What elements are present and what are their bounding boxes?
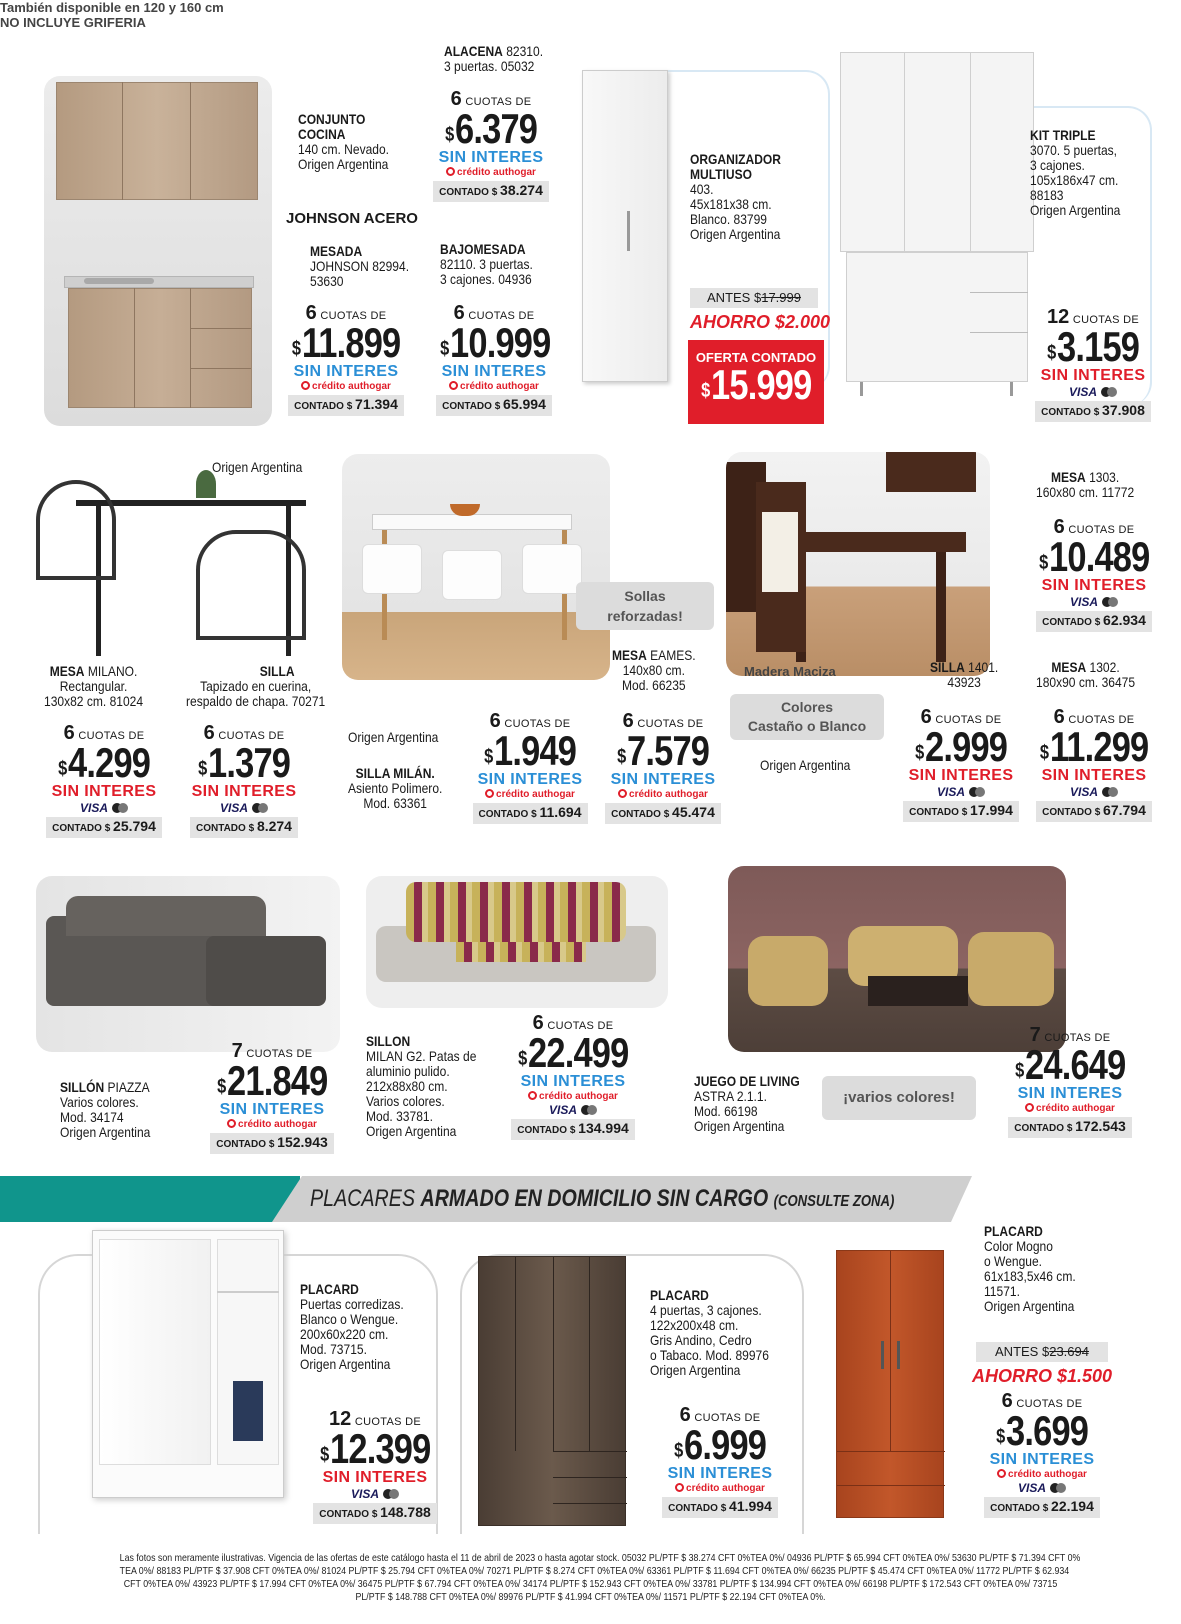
credito-authogar: crédito authogar: [500, 1091, 646, 1103]
visa-mastercard: VISA: [1024, 595, 1164, 609]
price: $24.649: [1014, 1041, 1126, 1088]
living-info: [694, 1074, 800, 1134]
mesa-eames-price-block: [598, 710, 728, 824]
milan-line-5: Mod. 33781.: [366, 1108, 433, 1124]
piazza-info: SILLÓN PIAZZA Varios colores. Mod. 34174 Origen Argentina: [60, 1079, 151, 1140]
piazza-line-2: Mod. 34174: [60, 1109, 124, 1125]
milano-origen: Origen Argentina: [212, 459, 303, 475]
placard3-line-3: 61x183,5x46 cm.: [984, 1268, 1076, 1284]
contado-price: CONTADO $ 134.994: [511, 1119, 635, 1140]
bajomesada-line-1: 82110. 3 puertas.: [440, 256, 533, 272]
milano-silla-title: SILLA: [259, 663, 295, 679]
price: $12.399: [319, 1425, 431, 1472]
silla-milan-line-2: Mod. 63361: [363, 795, 427, 811]
placard3-photo: [836, 1250, 944, 1518]
bajomesada-line-2: 3 cajones. 04936: [440, 271, 532, 287]
organizador-line-2: 45x181x38 cm.: [690, 196, 772, 212]
silla-1401-info: SILLA 1401. 43923: [930, 659, 999, 690]
placard3-line-2: o Wengue.: [984, 1253, 1043, 1269]
oferta-label: OFERTA CONTADO: [695, 350, 817, 365]
placard3-info: [984, 1224, 1076, 1314]
milano-mesa-info: MESA MILANO. Rectangular. 130x82 cm. 81024: [44, 663, 144, 709]
sin-interes: SIN INTERES: [1040, 367, 1146, 384]
contado-price: CONTADO $ 17.994: [903, 801, 1019, 822]
milan-line-2: aluminio pulido.: [366, 1063, 450, 1079]
organizador-title-2: MULTIUSO: [690, 166, 752, 182]
alacena-info: ALACENA 82310. 3 puertas. 05032: [444, 43, 544, 74]
johnson-brand: JOHNSON ACERO: [286, 210, 418, 227]
oferta-contado-box: [688, 340, 824, 424]
credito-authogar: crédito authogar: [204, 1119, 340, 1131]
milan-line-1: MILAN G2. Patas de: [366, 1048, 477, 1064]
location-icon: [528, 1091, 537, 1100]
placard3-line-1: Color Mogno: [984, 1238, 1053, 1254]
location-icon: [997, 1469, 1006, 1478]
visa-mastercard: VISA: [46, 801, 162, 815]
mesa-1303-info: MESA 1303. 160x80 cm. 11772: [1036, 469, 1135, 500]
legal-text: [30, 1552, 1151, 1604]
milan-info: [366, 1034, 476, 1139]
cuotas-label: 6 CUOTAS DE: [622, 710, 704, 732]
maciza-photo: [726, 452, 990, 676]
sin-interes: SIN INTERES: [1041, 577, 1147, 594]
bajomesada-title: BAJOMESADA: [440, 241, 526, 257]
milano-silla-info: [186, 664, 325, 709]
location-icon: [301, 381, 310, 390]
cuotas-label: 6 CUOTAS DE: [1053, 706, 1135, 728]
milano-mesa-line-1: Rectangular.: [59, 678, 128, 694]
cuotas-label: 7 CUOTAS DE: [231, 1040, 313, 1062]
legal-line-2: TEA 0%/ 88183 PL/PTF $ 37.908 CFT 0%TEA 0%/ 81024 PL/PTF $ 25.794 CFT 0%TEA 0%/ 70271 PL/PTF $ 8.274 CFT 0%TEA 0%/ 63361 PL/PTF $ 11.694 CFT 0%TEA 0%/ 66235 PL/PTF $ 45.474 CFT 0%TEA 0%/ 11772 PL/PTF $ 62.934: [119, 1565, 1070, 1577]
silla-1401-price-block: [898, 706, 1024, 822]
placard2-price-block: [654, 1404, 786, 1518]
contado-price: CONTADO $ 41.994: [662, 1497, 778, 1518]
sin-interes: SIN INTERES: [51, 783, 157, 800]
location-icon: [449, 381, 458, 390]
organizador-line-1: 403.: [690, 181, 714, 197]
cuotas-label: 12 CUOTAS DE: [329, 1408, 421, 1430]
placard2-info: [650, 1288, 769, 1378]
contado-price: CONTADO $ 38.274: [433, 181, 549, 202]
milano-silla-line-1: Tapizado en cuerina,: [200, 678, 312, 694]
alacena-line-1: 3 puertas. 05032: [444, 58, 535, 74]
placard2-line-3: Gris Andino, Cedro: [650, 1332, 752, 1348]
piazza-photo: [36, 876, 340, 1052]
milan-line-6: Origen Argentina: [366, 1123, 457, 1139]
visa-mastercard: VISA: [1030, 385, 1156, 399]
price: $4.299: [57, 739, 151, 786]
visa-mastercard: VISA: [898, 785, 1024, 799]
milano-mesa-price-block: [46, 722, 162, 838]
contado-price: CONTADO $ 45.474: [605, 803, 721, 824]
contado-price: CONTADO $ 8.274: [190, 817, 298, 838]
location-icon: [1025, 1103, 1034, 1112]
kitchen-note: También disponible en 120 y 160 cm: [0, 0, 224, 15]
sin-interes: SIN INTERES: [438, 149, 544, 166]
kit-line-4: 88183: [1030, 187, 1064, 203]
placard1-line-5: Origen Argentina: [300, 1356, 391, 1372]
credito-authogar: crédito authogar: [470, 789, 590, 801]
sin-interes: SIN INTERES: [477, 771, 583, 788]
antes-box: ANTES $17.999: [690, 288, 818, 308]
mesada-price-block: [280, 302, 412, 416]
milano-mesa-line-2: 130x82 cm. 81024: [44, 693, 144, 709]
price: $1.379: [197, 739, 291, 786]
madera-maciza-label: Madera Maciza: [744, 664, 836, 679]
credito-authogar: crédito authogar: [598, 789, 728, 801]
sin-interes: SIN INTERES: [441, 363, 547, 380]
kit-info: [1030, 128, 1120, 218]
kit-line-1: 3070. 5 puertas,: [1030, 142, 1118, 158]
price: $6.379: [444, 105, 538, 152]
living-line-3: Origen Argentina: [694, 1118, 785, 1134]
sin-interes: SIN INTERES: [1017, 1085, 1123, 1102]
placard3-antes-price: 23.694: [1049, 1344, 1089, 1359]
cuotas-label: 6 CUOTAS DE: [453, 302, 535, 324]
kit-line-2: 3 cajones.: [1030, 157, 1085, 173]
mesa-eames-line-2: Mod. 66235: [622, 677, 686, 693]
cuotas-label: 6 CUOTAS DE: [489, 710, 571, 732]
visa-mastercard: VISA: [1024, 785, 1164, 799]
credito-authogar: crédito authogar: [428, 167, 554, 179]
varios-colores-label: ¡varios colores!: [822, 1076, 976, 1120]
sin-interes: SIN INTERES: [219, 1101, 325, 1118]
milano-photo: [36, 470, 326, 660]
cuotas-label: 6 CUOTAS DE: [305, 302, 387, 324]
placard3-line-5: Origen Argentina: [984, 1298, 1075, 1314]
silla-milan-price-block: [470, 710, 590, 824]
milan-photo: [366, 876, 668, 1008]
ahorro-label: AHORRO $2.000: [690, 312, 831, 332]
cuotas-label: 6 CUOTAS DE: [920, 706, 1002, 728]
placares-banner: [0, 1176, 972, 1222]
sin-interes: SIN INTERES: [191, 783, 297, 800]
placard2-title: PLACARD: [650, 1287, 709, 1303]
mesada-line-2: 53630: [310, 273, 344, 289]
piazza-line-1: Varios colores.: [60, 1094, 139, 1110]
placard2-line-5: Origen Argentina: [650, 1362, 741, 1378]
cuotas-label: 6 CUOTAS DE: [679, 1404, 761, 1426]
kit-photo: [840, 52, 1034, 396]
placard1-info: [300, 1282, 404, 1372]
milano-mesa-title: MESA: [49, 663, 85, 679]
mesa-1302-line-1: 180x90 cm. 36475: [1036, 674, 1136, 690]
banner-part-2: ARMADO EN DOMICILIO SIN CARGO: [420, 1185, 769, 1212]
living-title: JUEGO DE LIVING: [694, 1073, 800, 1089]
price: $7.579: [616, 727, 710, 774]
price: $21.849: [216, 1057, 328, 1104]
placard2-line-1: 4 puertas, 3 cajones.: [650, 1302, 762, 1318]
contado-price: CONTADO $ 25.794: [46, 817, 162, 838]
piazza-title: SILLÓN: [60, 1079, 105, 1095]
visa-mastercard: VISA: [186, 801, 302, 815]
mesa-eames-title: MESA: [612, 647, 647, 663]
mesa-1303-line-1: 160x80 cm. 11772: [1036, 484, 1135, 500]
organizador-title: ORGANIZADOR: [690, 151, 781, 167]
price: $11.899: [291, 319, 401, 366]
sin-interes: SIN INTERES: [1041, 767, 1147, 784]
legal-line-3: CFT 0%TEA 0%/ 43923 PL/PTF $ 17.994 CFT 0%TEA 0%/ 36475 PL/PTF $ 67.794 CFT 0%TEA 0%/ 34174 PL/PTF $ 152.943 CFT 0%TEA 0%/ 33781 PL/PTF $ 134.994 CFT 0%TEA 0%/ 66198 PL/PTF $ 172.543 CFT 0%TEA 0%/ 73715: [123, 1578, 1058, 1590]
silla-milan-info: [348, 766, 442, 811]
placard3-line-4: 11571.: [984, 1283, 1020, 1299]
mesa-1303-title: MESA: [1050, 469, 1086, 485]
placard2-line-4: o Tabaco. Mod. 89976: [650, 1347, 769, 1363]
location-icon: [675, 1483, 684, 1492]
bajomesada-price-block: [428, 302, 560, 416]
placard1-photo: [92, 1230, 284, 1498]
colores-line-1: Colores: [780, 699, 834, 715]
placard1-line-4: Mod. 73715.: [300, 1341, 367, 1357]
price: $3.159: [1046, 323, 1140, 370]
sin-interes: SIN INTERES: [667, 1465, 773, 1482]
placard3-price-block: [976, 1390, 1108, 1518]
credito-authogar: crédito authogar: [280, 381, 412, 393]
sin-interes: SIN INTERES: [610, 771, 716, 788]
contado-price: CONTADO $ 71.394: [288, 395, 404, 416]
conjunto-line-2: Origen Argentina: [298, 156, 389, 172]
cuotas-label: 6 CUOTAS DE: [532, 1012, 614, 1034]
conjunto-title: CONJUNTO: [298, 111, 366, 127]
sin-interes: SIN INTERES: [908, 767, 1014, 784]
contado-price: CONTADO $ 22.194: [984, 1497, 1100, 1518]
placard3-title: PLACARD: [984, 1223, 1043, 1239]
visa-mastercard: VISA: [302, 1487, 448, 1501]
bajomesada-info: [440, 242, 533, 287]
credito-authogar: crédito authogar: [654, 1483, 786, 1495]
price: $6.999: [673, 1421, 767, 1468]
location-icon: [446, 167, 455, 176]
mesa-1303-price-block: [1024, 516, 1164, 632]
credito-authogar: crédito authogar: [428, 381, 560, 393]
sollas-line-2: reforzadas!: [607, 608, 683, 624]
milan-line-3: 212x88x80 cm.: [366, 1078, 448, 1094]
conjunto-line-1: 140 cm. Nevado.: [298, 141, 390, 157]
piazza-price-block: [204, 1040, 340, 1154]
mesada-line-1: JOHNSON 82994.: [310, 258, 410, 274]
silla-milan-title: SILLA MILÁN.: [355, 765, 435, 781]
cuotas-label: 12 CUOTAS DE: [1047, 306, 1139, 328]
kitchen-note-2: NO INCLUYE GRIFERIA: [0, 15, 146, 30]
alacena-price-block: [428, 88, 554, 202]
mesada-info: [310, 244, 409, 289]
kit-line-5: Origen Argentina: [1030, 202, 1121, 218]
price: $2.999: [914, 723, 1008, 770]
price: $10.489: [1038, 533, 1150, 580]
sin-interes: SIN INTERES: [322, 1469, 428, 1486]
maciza-origen: Origen Argentina: [760, 757, 851, 773]
price: $11.299: [1039, 723, 1149, 770]
visa-mastercard: VISA: [500, 1103, 646, 1117]
placard1-line-3: 200x60x220 cm.: [300, 1326, 389, 1342]
antes-price: 17.999: [761, 290, 801, 305]
cuotas-label: 6 CUOTAS DE: [1053, 516, 1135, 538]
price: $3.699: [995, 1407, 1089, 1454]
milan-title: SILLON: [366, 1033, 411, 1049]
milano-silla-price-block: [186, 722, 302, 838]
contado-price: CONTADO $ 148.788: [313, 1503, 437, 1524]
banner-part-1: PLACARES: [310, 1185, 416, 1212]
contado-price: CONTADO $ 67.794: [1036, 801, 1152, 822]
price: $10.999: [440, 319, 551, 366]
kitchen-photo: [44, 76, 272, 426]
sin-interes: SIN INTERES: [293, 363, 399, 380]
colores-line-2: Castaño o Blanco: [747, 718, 867, 734]
mesa-1302-title: MESA: [1051, 659, 1087, 675]
kit-line-3: 105x186x47 cm.: [1030, 172, 1119, 188]
piazza-line-3: Origen Argentina: [60, 1124, 151, 1140]
silla-1401-line-1: 43923: [947, 674, 981, 690]
silla-1401-title: SILLA: [930, 659, 965, 675]
silla-milan-line-1: Asiento Polimero.: [348, 780, 443, 796]
visa-mastercard: VISA: [976, 1481, 1108, 1495]
location-icon: [485, 789, 494, 798]
mesa-1302-info: MESA 1302. 180x90 cm. 36475: [1036, 659, 1136, 690]
placard3-ahorro: AHORRO $1.500: [971, 1366, 1113, 1386]
kit-title: KIT TRIPLE: [1030, 127, 1096, 143]
cuotas-label: 6 CUOTAS DE: [1001, 1390, 1083, 1412]
location-icon: [227, 1119, 236, 1128]
oferta-price: $15.999: [700, 361, 812, 408]
mesa-eames-info: MESA EAMES. 140x80 cm. Mod. 66235: [612, 647, 696, 693]
mesada-title: MESADA: [310, 243, 363, 259]
kit-price-block: [1030, 306, 1156, 422]
credito-authogar: crédito authogar: [976, 1469, 1108, 1481]
credito-authogar: crédito authogar: [1000, 1103, 1140, 1115]
cuotas-label: 6 CUOTAS DE: [450, 88, 532, 110]
conjunto-title-2: COCINA: [298, 126, 346, 142]
contado-price: CONTADO $ 37.908: [1035, 401, 1151, 422]
living-line-2: Mod. 66198: [694, 1103, 758, 1119]
contado-price: CONTADO $ 11.694: [473, 803, 588, 824]
placard2-line-2: 122x200x48 cm.: [650, 1317, 739, 1333]
milan-line-4: Varios colores.: [366, 1093, 445, 1109]
legal-line-4: PL/PTF $ 148.788 CFT 0%TEA 0%/ 89976 PL/PTF $ 41.994 CFT 0%TEA 0%/ 11571 PL/PTF $ 22.194 CFT 0%TEA 0%.: [355, 1591, 826, 1603]
organizador-photo: [582, 70, 668, 382]
sin-interes: SIN INTERES: [520, 1073, 626, 1090]
sollas-reforzadas-label: [576, 582, 714, 630]
organizador-line-4: Origen Argentina: [690, 226, 781, 242]
contado-price: CONTADO $ 152.943: [210, 1133, 334, 1154]
placard2-photo: [478, 1256, 626, 1526]
contado-price: CONTADO $ 62.934: [1036, 611, 1152, 632]
colores-label: [730, 694, 884, 740]
banner-part-3: (CONSULTE ZONA): [773, 1193, 895, 1210]
milano-silla-line-2: respaldo de chapa. 70271: [186, 693, 326, 709]
living-line-1: ASTRA 2.1.1.: [694, 1088, 767, 1104]
contado-price: CONTADO $ 65.994: [436, 395, 552, 416]
cuotas-label: 7 CUOTAS DE: [1029, 1024, 1111, 1046]
living-price-block: [1000, 1024, 1140, 1138]
price: $22.499: [517, 1029, 629, 1076]
organizador-info: [690, 152, 781, 242]
placard1-line-2: Blanco o Wengue.: [300, 1311, 399, 1327]
sollas-line-1: Sollas: [624, 588, 666, 604]
mesa-eames-line-1: 140x80 cm.: [622, 662, 685, 678]
price: $1.949: [483, 727, 577, 774]
alacena-title: ALACENA: [444, 43, 503, 59]
placard1-title: PLACARD: [300, 1281, 359, 1297]
placard1-line-1: Puertas corredizas.: [300, 1296, 404, 1312]
location-icon: [618, 789, 627, 798]
mesa-1302-price-block: [1024, 706, 1164, 822]
placard3-antes-box: ANTES $23.694: [976, 1342, 1108, 1362]
milan-price-block: [500, 1012, 646, 1140]
sin-interes: SIN INTERES: [989, 1451, 1095, 1468]
conjunto-info: [298, 112, 389, 172]
placard1-price-block: [302, 1408, 448, 1524]
contado-price: CONTADO $ 172.543: [1008, 1117, 1132, 1138]
living-photo: [728, 866, 1066, 1052]
legal-line-1: Las fotos son meramente ilustrativas. Vigencia de las ofertas de este catálogo hasta el 11 de abril de 2023 o hasta agotar stock. 05032 PL/PTF $ 38.274 CFT 0%TEA 0%/ 04936 PL/PTF $ 65.994 CFT 0%TEA 0%/ 53630 PL/PTF $ 71.394 CFT 0%: [119, 1552, 1081, 1564]
cuotas-label: 6 CUOTAS DE: [203, 722, 285, 744]
eames-photo: [342, 454, 610, 680]
cuotas-label: 6 CUOTAS DE: [63, 722, 145, 744]
eames-origen: Origen Argentina: [348, 729, 439, 745]
organizador-line-3: Blanco. 83799: [690, 211, 767, 227]
